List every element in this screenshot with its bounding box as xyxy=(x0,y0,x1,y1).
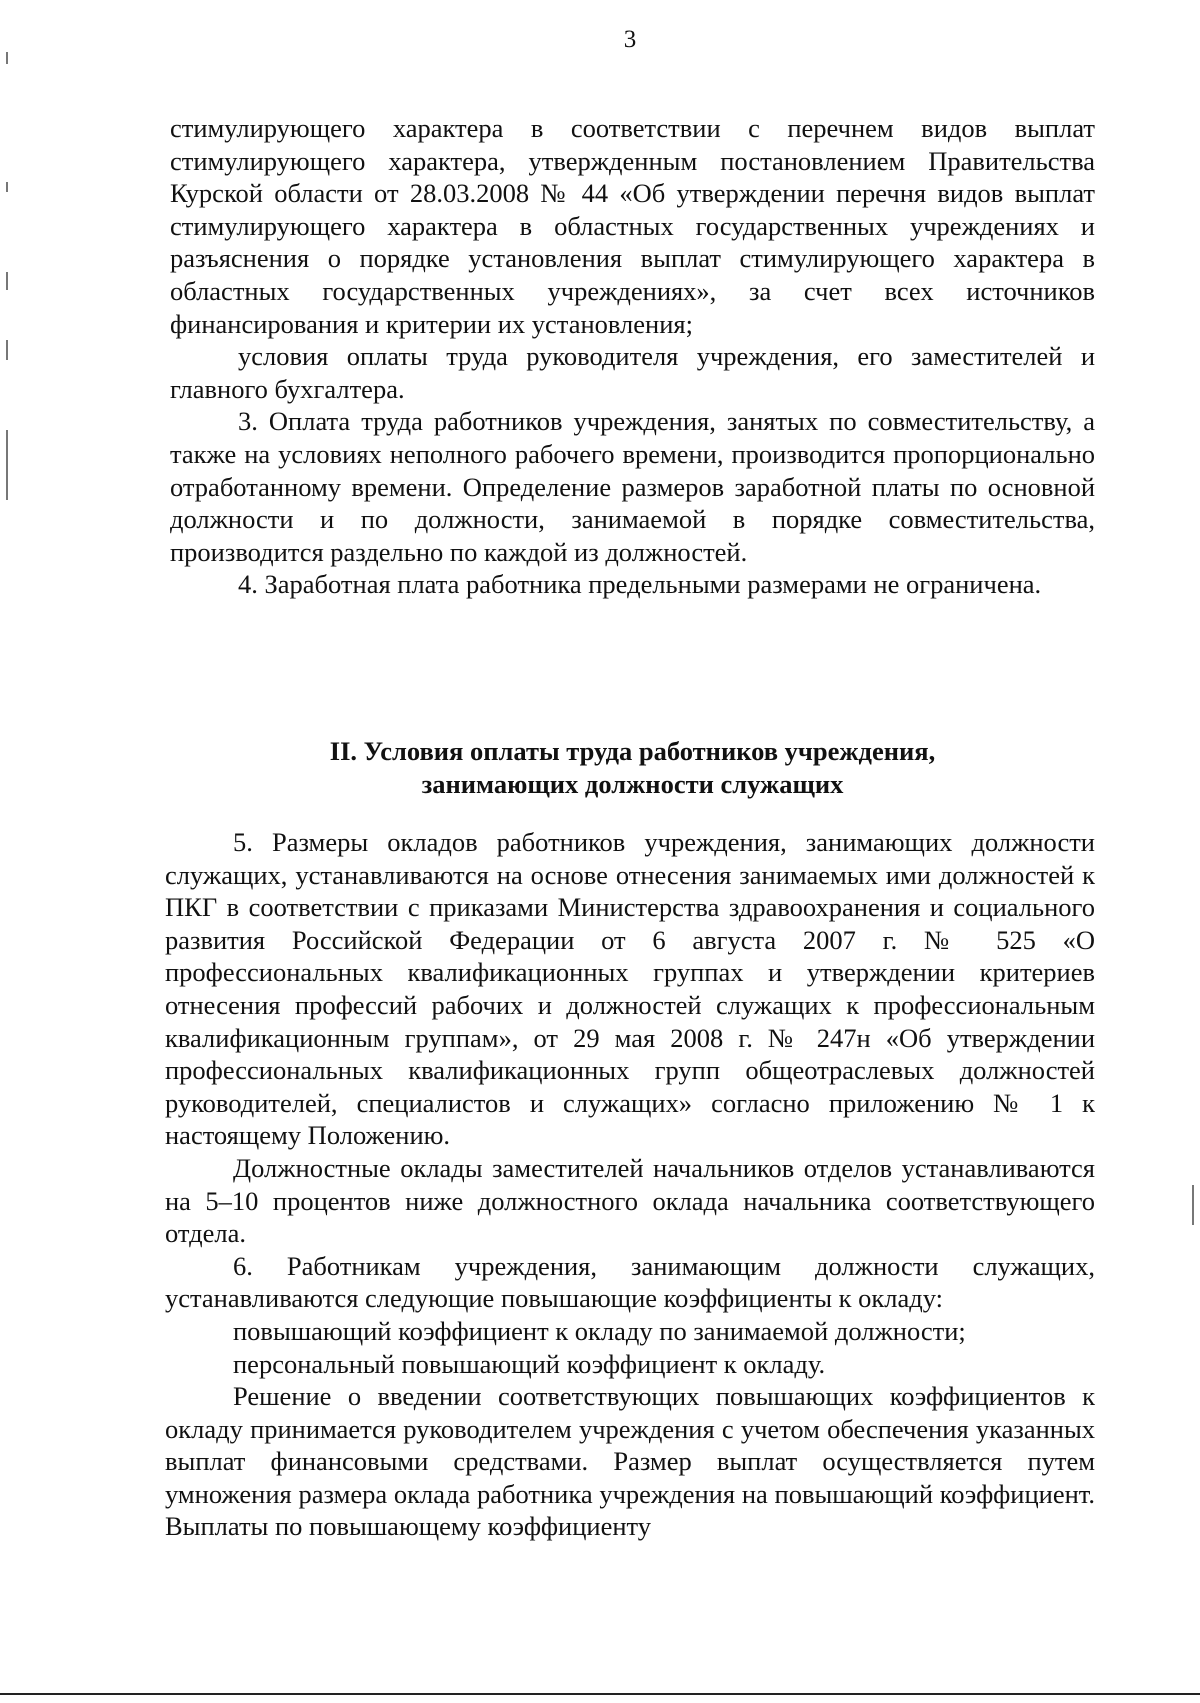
paragraph: 5. Размеры окладов работников учреждения, занимающих должности служащих, устанавливаются на основе отнесения занимаемых ими должностей к ПКГ в соответствии с приказами Министерства здравоохранения и социального развития Российской Федерации от 6 августа 2007 г. № 525 «О профессиональных квалификационных группах и утверждении критериев отнесения профессий рабочих и должностей служащих к профессиональным квалификационным группам», от 29 мая 2008 г. № 247н «Об утверждении профессиональных квалификационных групп общеотраслевых должностей руководителей, специалистов и служащих» согласно приложению № 1 к настоящему Положению. xyxy=(165,827,1095,1151)
section-heading-line-2: занимающих должности служащих xyxy=(421,768,844,799)
page-number: 3 xyxy=(623,26,637,53)
scan-edge-mark xyxy=(6,430,8,500)
paragraph: персональный повышающий коэффициент к окладу. xyxy=(233,1348,826,1379)
scan-bottom-edge xyxy=(0,1693,1200,1695)
paragraph: Должностные оклады заместителей начальников отделов устанавливаются на 5–10 процентов ниже должностного оклада начальника соответствующего отдела. xyxy=(165,1152,1095,1249)
scan-edge-mark xyxy=(6,272,8,290)
scan-edge-mark xyxy=(6,52,8,64)
paragraph: условия оплаты труда руководителя учреждения, его заместителей и главного бухгалтера. xyxy=(170,341,1095,404)
paragraph: Решение о введении соответствующих повышающих коэффициентов к окладу принимается руководителем учреждения с учетом обеспечения указанных выплат финансовыми средствами. Размер выплат осуществляется путем умножения размера оклада работника учреждения на повышающий коэффициент. Выплаты по повышающему коэффициенту xyxy=(165,1381,1095,1542)
scan-edge-mark xyxy=(6,340,8,360)
body-text-section-1 xyxy=(170,112,1095,601)
paragraph: 4. Заработная плата работника предельными размерами не ограничена. xyxy=(238,569,1042,600)
paragraph: 6. Работникам учреждения, занимающим должности служащих, устанавливаются следующие повышающие коэффициенты к окладу: xyxy=(165,1250,1095,1314)
body-text-section-2 xyxy=(165,826,1095,1543)
paragraph: 3. Оплата труда работников учреждения, занятых по совместительству, а также на условиях неполного рабочего времени, производится пропорционально отработанному времени. Определение размеров заработной платы по основной должности и по должности, занимаемой в порядке совместительства, производится раздельно по каждой из должностей. xyxy=(170,406,1095,567)
scan-edge-mark xyxy=(1192,1185,1194,1225)
section-heading xyxy=(170,735,1095,800)
section-heading-line-1: II. Условия оплаты труда работников учреждения, xyxy=(329,736,936,766)
scan-edge-mark xyxy=(6,182,8,192)
paragraph: повышающий коэффициент к окладу по занимаемой должности; xyxy=(233,1315,966,1346)
paragraph: стимулирующего характера в соответствии с перечнем видов выплат стимулирующего характера, утвержденным постановлением Правительства Курской области от 28.03.2008 № 44 «Об утверждении перечня видов выплат стимулирующего характера в областных государственных учреждениях и разъяснения о порядке установления выплат стимулирующего характера в областных государственных учреждениях», за счет всех источников финансирования и критерии их установления; xyxy=(170,113,1095,339)
